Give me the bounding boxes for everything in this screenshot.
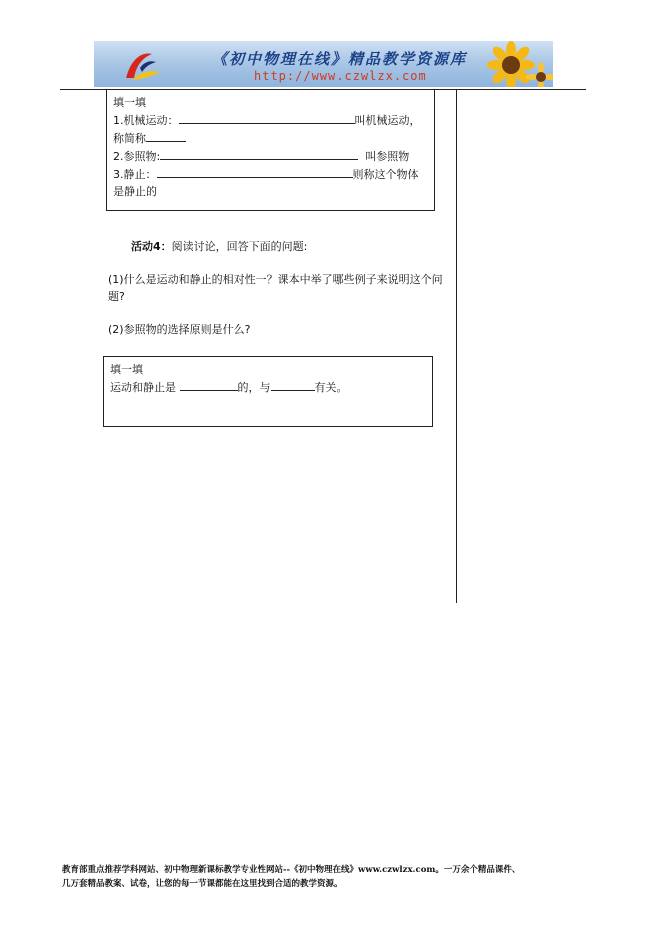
- reference-object-suffix: 叫参照物: [365, 150, 410, 163]
- reference-object-blank[interactable]: [160, 147, 358, 160]
- footer-line-2: 几万套精品教案、试卷，让您的每一节课都能在这里找到合适的教学资源。: [62, 879, 343, 889]
- question-2: (2)参照物的选择原则是什么?: [108, 323, 251, 336]
- relativity-blank-2[interactable]: [271, 378, 315, 391]
- sunflower-icon: [463, 41, 553, 87]
- activity-text: 阅读讨论，回答下面的问题:: [171, 240, 308, 253]
- header-banner: [94, 41, 553, 87]
- banner-url[interactable]: http://www.czwlzx.com: [254, 69, 427, 83]
- fill-in-box-definitions: [106, 89, 435, 211]
- activity-4-heading: [131, 238, 307, 255]
- relativity-suffix: 有关。: [314, 381, 348, 394]
- banner-title: 《初中物理在线》精品教学资源库: [212, 50, 468, 68]
- margin-rule: [456, 89, 457, 603]
- short-name-label: 称简称: [113, 132, 146, 145]
- logo-icon: [122, 48, 162, 82]
- mechanical-motion-suffix: 叫机械运动，: [354, 114, 421, 127]
- footer-line-1: 教育部重点推荐学科网站、初中物理新课标教学专业性网站--《初中物理在线》www.czwlzx.com。一万余个精品课件、: [62, 865, 521, 875]
- stationary-blank[interactable]: [157, 165, 353, 178]
- relativity-blank-1[interactable]: [180, 378, 238, 391]
- stationary-label: 3.静止：: [113, 168, 157, 181]
- short-name-blank[interactable]: [146, 129, 186, 142]
- relativity-middle: 的，与: [237, 381, 271, 394]
- relativity-prefix: 运动和静止是: [110, 381, 176, 394]
- stationary-suffix: 则称这个物体: [352, 168, 419, 181]
- stationary-continuation: 是静止的: [113, 185, 157, 198]
- page-footer: [62, 863, 602, 891]
- box-heading: 填一填: [110, 363, 143, 376]
- fill-in-box-relativity: [103, 356, 433, 427]
- mechanical-motion-label: 1.机械运动：: [113, 114, 179, 127]
- question-1: (1)什么是运动和静止的相对性一？课本中举了哪些例子来说明这个问题?: [108, 273, 443, 303]
- box-heading: 填一填: [113, 96, 146, 109]
- activity-label: 活动4：: [131, 240, 172, 253]
- reference-object-label: 2.参照物:: [113, 150, 161, 163]
- mechanical-motion-blank[interactable]: [179, 111, 355, 124]
